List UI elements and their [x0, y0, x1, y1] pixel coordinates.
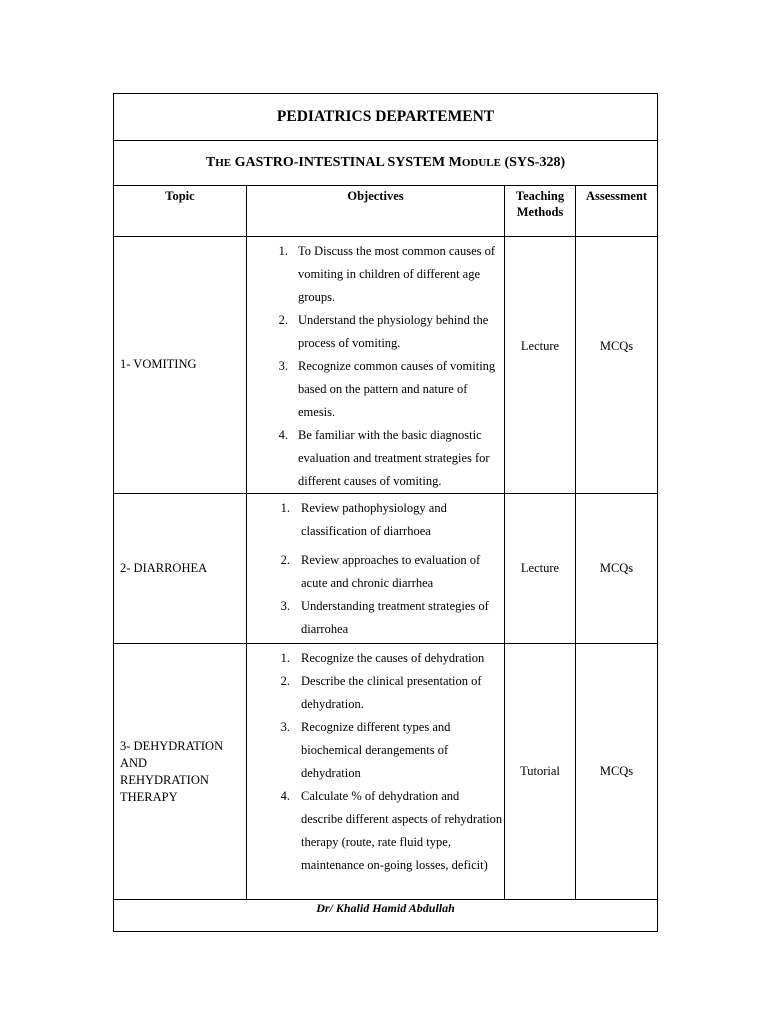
header-row: [114, 186, 658, 237]
title-row: [114, 94, 658, 141]
list-number: 2.: [278, 313, 288, 327]
header-teaching-label: Teaching: [515, 189, 565, 203]
objectives-cell: [247, 494, 505, 644]
author-signature: Dr/ Khalid Hamid Abdullah: [114, 900, 658, 932]
objectives-list: [247, 494, 504, 641]
teaching-method: Lecture: [520, 560, 560, 575]
topic-label: AND: [120, 755, 148, 770]
assessment-cell: [576, 644, 658, 900]
table-row: [114, 644, 658, 900]
list-text: Describe the clinical presentation of dehydration.: [301, 674, 482, 711]
list-item: [247, 497, 504, 543]
teaching-method-cell: [505, 494, 576, 644]
objectives-list: [247, 237, 504, 493]
department-title: PEDIATRICS DEPARTEMENT: [114, 94, 658, 141]
module-title-part: HE: [215, 157, 232, 170]
list-item: [247, 240, 504, 309]
module-table: [113, 93, 658, 932]
module-code: (SYS-328): [500, 155, 566, 171]
list-item: [247, 670, 504, 716]
list-text: Understanding treatment strategies of diarrohea: [301, 599, 489, 636]
module-title-part: ODULE: [461, 157, 501, 170]
list-number: 3.: [278, 359, 288, 373]
header-assessment-label: Assessment: [585, 189, 648, 203]
footer-row: [114, 900, 658, 932]
topic-label: REHYDRATION: [120, 772, 209, 787]
teaching-method-cell: [505, 644, 576, 900]
list-text: Review approaches to evaluation of acute and chronic diarrhea: [301, 553, 481, 590]
assessment-method: MCQs: [599, 560, 634, 575]
list-item: [247, 424, 504, 493]
list-item: [247, 309, 504, 355]
header-topic-label: Topic: [165, 189, 195, 203]
list-number: 2.: [280, 553, 290, 567]
table-row: [114, 494, 658, 644]
list-text: Recognize different types and biochemical derangements of dehydration: [301, 720, 451, 780]
list-text: Be familiar with the basic diagnostic evaluation and treatment strategies for different causes of vomiting.: [298, 428, 490, 488]
module-title: [114, 141, 658, 186]
teaching-method: Lecture: [520, 339, 560, 354]
list-text: Recognize the causes of dehydration: [301, 651, 485, 665]
list-text: Review pathophysiology and classification of diarrhoea: [301, 501, 447, 538]
header-assessment: [576, 186, 658, 237]
list-text: To Discuss the most common causes of vomiting in children of different age groups.: [298, 244, 496, 304]
teaching-method: Tutorial: [520, 763, 560, 778]
topic-cell: [114, 494, 247, 644]
objectives-list: [247, 644, 504, 877]
header-objectives: [247, 186, 505, 237]
list-text: Recognize common causes of vomiting based on the pattern and nature of emesis.: [298, 359, 496, 419]
list-number: 1.: [280, 651, 290, 665]
topic-label: THERAPY: [120, 789, 178, 804]
module-title-part: GASTRO-INTESTINAL SYSTEM: [231, 155, 449, 171]
topic-label: 1- VOMITING: [120, 357, 197, 372]
list-item: [247, 716, 504, 785]
list-number: 4.: [280, 789, 290, 803]
header-topic: [114, 186, 247, 237]
module-row: [114, 141, 658, 186]
assessment-method: MCQs: [599, 339, 634, 354]
module-title-part: T: [205, 155, 216, 171]
list-item: [247, 595, 504, 641]
table-row: [114, 237, 658, 494]
list-text: Understand the physiology behind the process of vomiting.: [298, 313, 489, 350]
list-number: 1.: [280, 501, 290, 515]
list-number: 3.: [280, 599, 290, 613]
topic-label: 3- DEHYDRATION: [120, 738, 224, 753]
list-number: 4.: [278, 428, 288, 442]
header-objectives-label: Objectives: [347, 189, 404, 203]
list-item: [247, 355, 504, 424]
header-methods-label: Methods: [516, 204, 564, 219]
assessment-cell: [576, 237, 658, 494]
list-number: 2.: [280, 674, 290, 688]
list-item: [247, 549, 504, 595]
teaching-method-cell: [505, 237, 576, 494]
list-item: [247, 785, 504, 877]
header-teaching-methods: [505, 186, 576, 237]
topic-label: 2- DIARROHEA: [120, 560, 208, 575]
list-text: Calculate % of dehydration and describe different aspects of rehydration therapy (route, rate fluid type, maintenance on-going losses, deficit): [301, 789, 503, 872]
objectives-cell: [247, 237, 505, 494]
assessment-cell: [576, 494, 658, 644]
topic-cell: [114, 644, 247, 900]
list-item: [247, 647, 504, 670]
module-title-part: M: [448, 155, 462, 171]
objectives-cell: [247, 644, 505, 900]
topic-cell: [114, 237, 247, 494]
list-number: 1.: [278, 244, 288, 258]
list-number: 3.: [280, 720, 290, 734]
assessment-method: MCQs: [599, 763, 634, 778]
